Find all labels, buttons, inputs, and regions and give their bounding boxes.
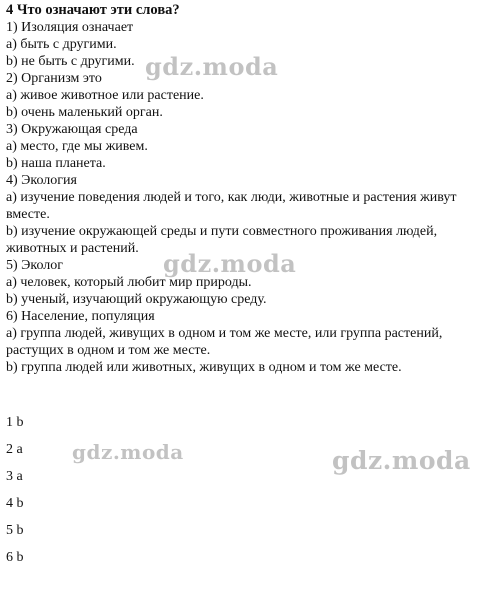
exercise-title: 4 Что означают эти слова? — [6, 2, 180, 18]
option-line: а) место, где мы живем. — [6, 139, 148, 154]
option-line: а) быть с другими. — [6, 37, 117, 52]
option-line: b) изучение окружающей среды и пути совместного проживания людей, животных и растений. — [6, 224, 438, 256]
answer-item: 4 b — [6, 496, 24, 511]
option-line: а) живое животное или растение. — [6, 88, 204, 103]
question-line: 2) Организм это — [6, 71, 102, 86]
answer-item: 5 b — [6, 523, 24, 538]
watermark: gdz.moda — [72, 440, 184, 464]
answer-item: 3 a — [6, 469, 23, 484]
question-line: 6) Население, популяция — [6, 309, 155, 324]
option-line: b) группа людей или животных, живущих в одном и том же месте. — [6, 360, 402, 375]
watermark: gdz.moda — [145, 52, 279, 81]
question-line: 1) Изоляция означает — [6, 20, 134, 35]
answer-item: 6 b — [6, 550, 24, 565]
option-line: b) ученый, изучающий окружающую среду. — [6, 292, 267, 307]
exercise-text — [6, 2, 494, 376]
option-line: b) наша планета. — [6, 156, 106, 171]
option-line: а) изучение поведения людей и того, как люди, животные и растения живут вместе. — [6, 190, 457, 222]
watermark: gdz.moda — [163, 249, 297, 278]
question-line: 3) Окружающая среда — [6, 122, 138, 137]
option-line: а) группа людей, живущих в одном и том же месте, или группа растений, растущих в одном и том же месте. — [6, 326, 443, 358]
answer-item: 2 a — [6, 442, 23, 457]
option-line: b) очень маленький орган. — [6, 105, 163, 120]
question-line: 5) Эколог — [6, 258, 64, 273]
option-line: b) не быть с другими. — [6, 54, 135, 69]
watermark: gdz.moda — [332, 446, 471, 475]
answer-item: 1 b — [6, 415, 24, 430]
answers-list — [6, 414, 206, 576]
option-line: а) человек, который любит мир природы. — [6, 275, 252, 290]
question-line: 4) Экология — [6, 173, 77, 188]
